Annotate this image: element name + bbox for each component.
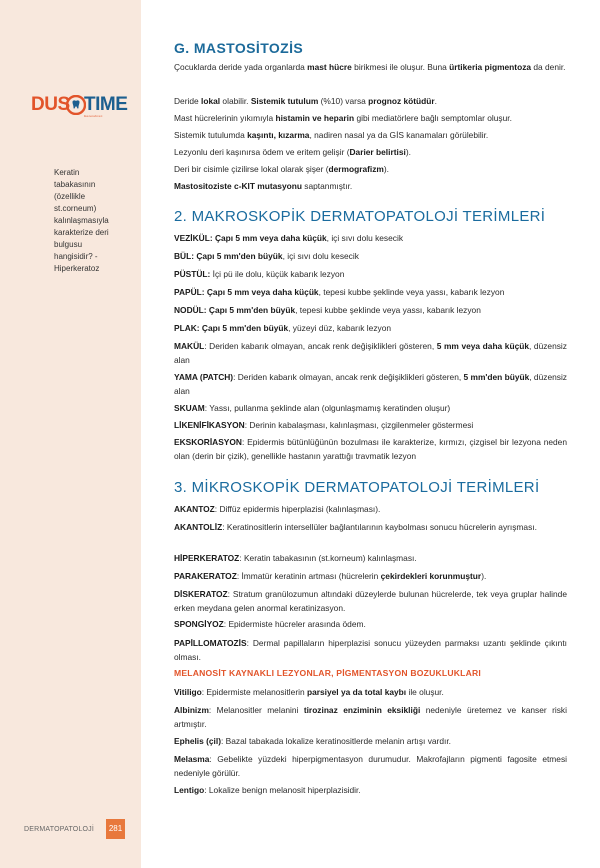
term-item: BÜL: Çapı 5 mm'den büyük, içi sıvı dolu kesecik: [174, 251, 359, 261]
term-item: YAMA (PATCH): Deriden kabarık olmayan, ancak renk değişiklikleri gösteren, 5 mm'den büyük, düzensiz alan: [174, 372, 567, 396]
section-title-mastositozis: G. MASTOSİTOZİS: [174, 40, 304, 56]
term-item: VEZİKÜL: Çapı 5 mm veya daha küçük, içi sıvı dolu kesecik: [174, 233, 404, 243]
term-item: AKANTOZ: Diffüz epidermis hiperplazisi (kalınlaşması).: [174, 504, 381, 514]
paragraph: Sistemik tutulumda kaşıntı, kızarma, nadiren nasal ya da GİS kanamaları görülebilir.: [174, 130, 489, 140]
paragraph: Mastositoziste c-KIT mutasyonu saptanmıştır.: [174, 181, 353, 191]
paragraph: Deride lokal olabilir. Sistemik tutulum (%10) varsa prognoz kötüdür.: [174, 96, 437, 106]
section-title-mikroskopik: 3. MİKROSKOPİK DERMATOPATOLOJİ TERİMLERİ: [174, 479, 540, 496]
footer-chapter-label: DERMATOPATOLOJİ: [24, 826, 95, 833]
term-item: Vitiligo: Epidermiste melanositlerin parsiyel ya da total kaybı ile oluşur.: [174, 687, 444, 697]
subsection-title-melanosit: MELANOSİT KAYNAKLI LEZYONLAR, PİGMENTASYON BOZUKLUKLARI: [174, 668, 482, 678]
tooth-logo-icon: [66, 95, 86, 115]
term-item: PAPÜL: Çapı 5 mm veya daha küçük, tepesi kubbe şeklinde veya yassı, kabarık lezyon: [174, 287, 505, 297]
term-item: PAPİLLOMATOZİS: Dermal papillaların hiperplazisi sonucu yüzeyden parmaksı uzantı şeklinde çıkıntı olması.: [174, 638, 567, 662]
term-item: NODÜL: Çapı 5 mm'den büyük, tepesi kubbe şeklinde veya yassı, kabarık lezyon: [174, 305, 481, 315]
logo-text-left: DUS: [31, 94, 70, 115]
term-item: PARAKERATOZ: İmmatür keratinin artması (hücrelerin çekirdekleri korunmuştur).: [174, 571, 487, 581]
brand-logo: [31, 95, 131, 123]
section-title-makroskopik: 2. MAKROSKOPİK DERMATOPATOLOJİ TERİMLERİ: [174, 208, 546, 225]
sidebar: [0, 0, 141, 868]
term-item: MAKÜL: Deriden kabarık olmayan, ancak renk değişiklikleri gösteren, 5 mm veya daha küçük, düzensiz alan: [174, 341, 567, 365]
term-item: Lentigo: Lokalize benign melanosit hiperplazisidir.: [174, 785, 361, 795]
paragraph: Deri bir cisimle çizilirse lokal olarak şişer (dermografizm).: [174, 164, 390, 174]
term-item: SKUAM: Yassı, pullanma şeklinde alan (olgunlaşmamış keratinden oluşur): [174, 403, 451, 413]
sidebar-note: Keratin tabakasının (özellikle st.corneum) kalınlaşmasıyla karakterize deri bulgusu hangisidir? - Hiperkeratoz: [54, 168, 109, 273]
term-item: Melasma: Gebelikte yüzdeki hiperpigmentasyon durumudur. Makrofajların pigmenti fagosite etmesi nedeniyle görülür.: [174, 754, 567, 778]
paragraph: Lezyonlu deri kaşınırsa ödem ve eritem gelişir (Darier belirtisi).: [174, 147, 411, 157]
term-item: Ephelis (çil): Bazal tabakada lokalize keratinositlerde melanin artışı vardır.: [174, 736, 451, 746]
logo-text-right: TIME: [84, 94, 128, 115]
paragraph: Mast hücrelerinin yıkımıyla histamin ve heparin gibi mediatörlere bağlı semptomlar oluşur.: [174, 113, 512, 123]
term-item: AKANTOLİZ: Keratinositlerin intersellüler bağlantılarının kaybolması sonucu hücrelerin ayrışması.: [174, 522, 537, 532]
term-item: PLAK: Çapı 5 mm'den büyük, yüzeyi düz, kabarık lezyon: [174, 323, 392, 333]
term-item: HİPERKERATOZ: Keratin tabakasının (st.korneum) kalınlaşması.: [174, 553, 417, 563]
term-item: SPONGİYOZ: Epidermiste hücreler arasında ödem.: [174, 619, 366, 629]
term-item: PÜSTÜL: İçi pü ile dolu, küçük kabarık lezyon: [174, 269, 345, 279]
page-number: 281: [106, 819, 125, 839]
term-item: Albinizm: Melanositler melanini tirozinaz enziminin eksikliği nedeniyle üretemez ve kanser riski artmıştır.: [174, 705, 567, 729]
term-item: EKSKORİASYON: Epidermis bütünlüğünün bozulması ile karakterize, kırmızı, çizgisel bir lezyona neden olan (derin bir çizik), genellikle hastanın yarattığı travmatik lezyon: [174, 437, 567, 461]
term-item: LİKENİFİKASYON: Derinin kabalaşması, kalınlaşması, çizgilenmeler göstermesi: [174, 420, 474, 430]
paragraph: Çocuklarda deride yada organlarda mast hücre birikmesi ile oluşur. Buna ürtikeria pigmentoza da denir.: [174, 62, 566, 72]
logo-tagline: Kazandıran: [84, 114, 103, 118]
term-item: DİSKERATOZ: Stratum granülozumun altındaki düzeylerde bulunan hücrelerde, tek veya gruplar halinde erken meydana gelen anormal keratinizasyon.: [174, 589, 567, 613]
